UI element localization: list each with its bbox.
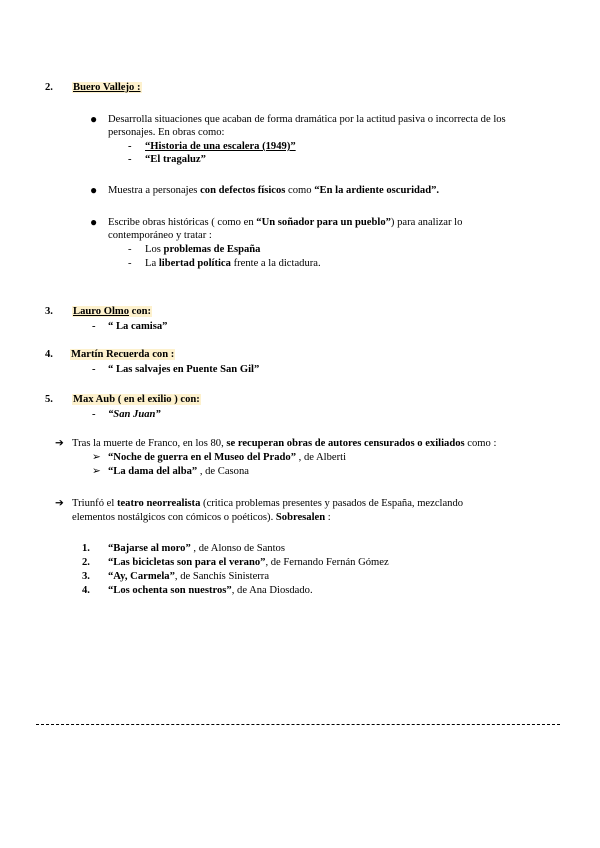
section-2-number: 2. <box>45 82 53 93</box>
list-item: “La dama del alba” , de Casona <box>108 466 249 477</box>
section-3-heading: Lauro Olmo con: <box>73 306 152 317</box>
section-3-number: 3. <box>45 306 53 317</box>
dash-icon: - <box>92 364 96 375</box>
author-name-buero-vallejo: Buero Vallejo : <box>73 82 141 93</box>
work-title: “ Las salvajes en Puente San Gil” <box>108 364 260 375</box>
list-item: “Bajarse al moro” , de Alonso de Santos <box>108 543 285 554</box>
list-item: “Las bicicletas son para el verano”, de Fernando Fernán Gómez <box>108 557 389 568</box>
section-5-number: 5. <box>45 394 53 405</box>
bullet-icon: ● <box>90 112 98 126</box>
triangle-bullet-icon: ➢ <box>92 452 101 463</box>
list-item: “Noche de guerra en el Museo del Prado” , de Alberti <box>108 452 347 463</box>
dash-icon: - <box>128 141 132 152</box>
list-number: 3. <box>82 571 90 582</box>
list-item: Los problemas de España <box>145 244 261 255</box>
dashed-separator <box>36 724 560 725</box>
dash-icon: - <box>128 258 132 269</box>
paragraph-line: elementos nostálgicos con cómicos o poéticos). Sobresalen : <box>72 512 331 523</box>
work-title: “ La camisa” <box>108 321 168 332</box>
arrow-icon: ➔ <box>55 438 64 449</box>
paragraph-line: Triunfó el teatro neorrealista (critica problemas presentes y pasados de España, mezclando <box>72 498 464 509</box>
arrow-icon: ➔ <box>55 498 64 509</box>
paragraph-line: personajes. En obras como: <box>108 127 225 138</box>
list-number: 2. <box>82 557 90 568</box>
dash-icon: - <box>92 321 96 332</box>
paragraph-line: Desarrolla situaciones que acaban de forma dramática por la actitud pasiva o incorrecta de los <box>108 114 506 125</box>
section-4-number: 4. <box>45 349 53 360</box>
author-name-max-aub: Max Aub ( en el exilio ) <box>73 394 178 405</box>
dash-icon: - <box>92 409 96 420</box>
section-5-heading: Max Aub ( en el exilio ) con: <box>73 394 200 405</box>
list-number: 4. <box>82 585 90 596</box>
list-item: “Ay, Carmela”, de Sanchís Sinisterra <box>108 571 270 582</box>
paragraph-line: Tras la muerte de Franco, en los 80, se recuperan obras de autores censurados o exiliados como : <box>72 438 497 449</box>
list-item: La libertad política frente a la dictadura. <box>145 258 321 269</box>
author-name-lauro-olmo: Lauro Olmo <box>73 306 130 317</box>
dash-icon: - <box>128 154 132 165</box>
list-number: 1. <box>82 543 90 554</box>
work-title: “Historia de una escalera (1949)” <box>145 141 296 152</box>
triangle-bullet-icon: ➢ <box>92 466 101 477</box>
dash-icon: - <box>128 244 132 255</box>
section-4-heading: Martín Recuerda con : <box>71 349 175 360</box>
paragraph-line: Muestra a personajes con defectos físicos como “En la ardiente oscuridad”. <box>108 185 440 196</box>
section-2-heading <box>72 81 142 94</box>
paragraph-line: contemporáneo y tratar : <box>108 230 212 241</box>
paragraph-line: Escribe obras históricas ( como en “Un soñador para un pueblo”) para analizar lo <box>108 217 463 228</box>
work-title: “San Juan” <box>108 409 161 420</box>
bullet-icon: ● <box>90 215 98 229</box>
author-name-martin-recuerda: Martín Recuerda <box>71 349 150 360</box>
bullet-icon: ● <box>90 183 98 197</box>
list-item: “Los ochenta son nuestros”, de Ana Diosdado. <box>108 585 313 596</box>
work-title: “El tragaluz” <box>145 154 206 165</box>
